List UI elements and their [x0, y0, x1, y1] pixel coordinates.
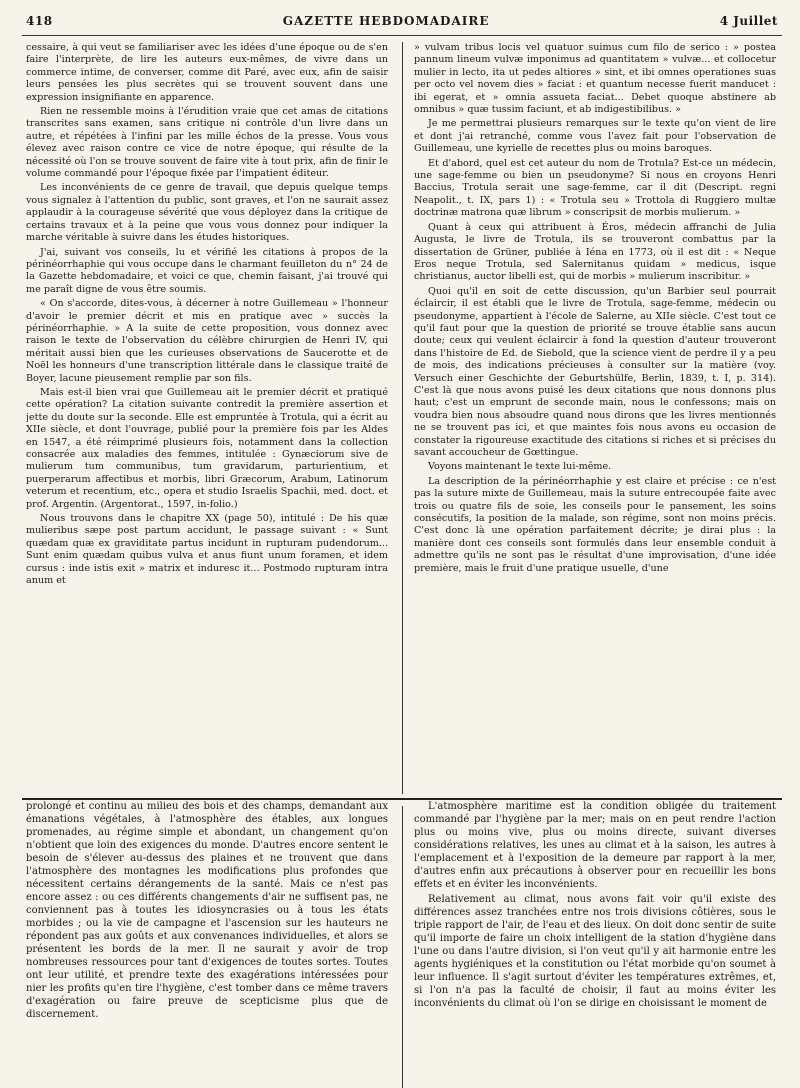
paragraph: Quant à ceux qui attribuent à Éros, médecin affranchi de Julia Augusta, le livre de Trotula, ils se trouveront combattus par la dissertation de Grüner, publiée à Iéna en 1773, où il est dit : « Neque Eros neque Trotula, sed Salernitanus quidam » medicus, isque christianus, auctor libelli est, qui de morbis » mulierum inscribitur. »	[414, 221, 776, 283]
top-left-column	[26, 42, 388, 794]
article-section-bottom	[22, 798, 782, 1088]
paragraph: Et d'abord, quel est cet auteur du nom de Trotula? Est-ce un médecin, une sage-femme ou bien un pseudonyme? Si nous en croyons Henri Baccius, Trotula serait une sage-femme, car il dit (Descript. regni Neapolit., t. IX, pars 1) : « Trotula seu » Trottola di Ruggiero multæ doctrinæ matrona quæ librum » conscripsit de morbis mulierum. »	[414, 157, 776, 219]
paragraph: » vulvam tribus locis vel quatuor suimus cum filo de serico : » postea pannum lineum vulvæ imponimus ad quantitatem » vulvæ... et collocetur mulier in lecto, ita ut pedes altiores » sint, et ibi omnes operationes suas per octo vel novem dies » faciat : et quantum necesse fuerit manducet : ibi egerat, et » omnia assueta faciat... Debet quoque abstinere ab omnibus » quæ tussim faciunt, et ab indigestibilibus. »	[414, 42, 776, 116]
article-section-top	[22, 42, 782, 794]
column-divider	[402, 806, 403, 1088]
paragraph: Rien ne ressemble moins à l'érudition vraie que cet amas de citations transcrites sans examen, sans critique ni contrôle d'un livre dans un autre, et répétées à l'infini par les mille échos de la presse. Vous vous élevez avec raison contre ce vice de notre époque, qui résulte de la nécessité où l'on se trouve souvent de faire vite à tout prix, afin de finir le volume commandé pour l'époque fixée par l'impatient éditeur.	[26, 106, 388, 180]
top-right-column	[414, 42, 776, 794]
bottom-left-column	[26, 800, 388, 1076]
paragraph: Quoi qu'il en soit de cette discussion, qu'un Barbier seul pourrait éclaircir, il est établi que le livre de Trotula, sage-femme, médecin ou pseudonyme, appartient à l'école de Salerne, au XIIe siècle. C'est tout ce qu'il faut pour que la question de priorité se trouve établie sans aucun doute; ceux qui veulent éclaircir à fond la question d'auteur trouveront dans l'histoire de Ed. de Siebold, que la science vient de perdre il y a peu de mois, des indications précieuses à consulter sur la matière (voy. Versuch einer Geschichte der Geburtshülfe, Berlin, 1839, t. I, p. 314). C'est là que nous avons puisé les deux citations que nous donnons plus haut; c'est un emprunt de seconde main, nous le confessons; mais on voudra bien nous absoudre quand nous dirons que les livres mentionnés ne se trouvent pas ici, et que maintes fois nous avons eu occasion de constater la rigoureuse exactitude des citations si riches et si précises du savant accoucheur de Gœttingue.	[414, 285, 776, 458]
column-divider	[402, 42, 403, 794]
paragraph: L'atmosphère maritime est la condition obligée du traitement commandé par l'hygiène par la mer; mais on en peut rendre l'action plus ou moins vive, plus ou moins directe, suivant diverses considérations relatives, les unes au climat et à la saison, les autres à l'emplacement et à l'exposition de la demeure par rapport à la mer, d'autres enfin aux précautions à observer pour en recueillir les bons effets et en éviter les inconvénients.	[414, 801, 776, 890]
newspaper-page	[22, 14, 782, 1074]
paragraph: prolongé et continu au milieu des bois et des champs, demandant aux émanations végétales, à l'atmosphère des étables, aux longues promenades, au régime simple et abondant, un changement qu'on n'obtient que loin des exigences du monde. D'autres encore sentent le besoin de s'élever au-dessus des plaines et ne trouvent que dans l'atmosphère des montagnes les modifications plus profondes que nécessitent certains dérangements de la santé. Mais ce n'est pas encore assez : ou ces différents changements d'air ne suffisent pas, ne conviennent pas à toutes les idiosyncrasies ou à tous les états morbides ; ou la vie de campagne et l'ascension sur les hauteurs ne répondent pas aux goûts et aux convenances individuelles, et alors se présentent les bords de la mer. Il ne saurait y avoir de trop nombreuses ressources pour tant d'exigences de toutes sortes. Toutes ont leur utilité, et prendre texte des exagérations intéressées pour nier les profits qu'en tire l'hygiène, c'est tomber dans ce même travers d'exagération ou faire preuve de scepticisme plus que de discernement.	[26, 801, 388, 1020]
issue-date: 4 Juillet	[719, 14, 778, 28]
bottom-right-column	[414, 800, 776, 1076]
paragraph: « On s'accorde, dites-vous, à décerner à notre Guillemeau » l'honneur d'avoir le premier décrit et mis en pratique avec » succès la périnéorrhaphie. » A la suite de cette proposition, vous donnez avec raison le texte de l'observation du célèbre chirurgien de Henri IV, qui méritait aussi bien que les curieuses observations de Saucerotte et de Noël les honneurs d'une transcription littérale dans le classique traité de Boyer, lacune pieusement remplie par son fils.	[26, 298, 388, 384]
paragraph: J'ai, suivant vos conseils, lu et vérifié les citations à propos de la périnéorrhaphie qui vous occupe dans le charmant feuilleton du n° 24 de la Gazette hebdomadaire, et voici ce que, chemin faisant, j'ai trouvé qui me paraît digne de vous être soumis.	[26, 246, 388, 295]
paragraph: Mais est-il bien vrai que Guillemeau ait le premier décrit et pratiqué cette opération? La citation suivante contredit la première assertion et jette du doute sur la seconde. Elle est empruntée à Trotula, qui a écrit au XIIe siècle, et dont l'ouvrage, publié pour la première fois par les Aldes en 1547, a été réimprimé plusieurs fois, notamment dans la collection consacrée aux maladies des femmes, intitulée : Gynæciorum sive de mulierum tum communibus, tum gravidarum, parturientium, et puerperarum affectibus et morbis, libri Græcorum, Arabum, Latinorum veterum et recentium, etc., opera et studio Israelis Spachii, med. doct. et prof. Argentin. (Argentorat., 1597, in-folio.)	[26, 386, 388, 510]
page-number: 418	[26, 14, 53, 28]
paragraph: Je me permettrai plusieurs remarques sur le texte qu'on vient de lire et dont j'ai retranché, comme vous l'avez fait pour l'observation de Guillemeau, une kyrielle de recettes plus ou moins baroques.	[414, 118, 776, 155]
paragraph: Voyons maintenant le texte lui-même.	[428, 461, 612, 473]
paragraph: cessaire, à qui veut se familiariser avec les idées d'une époque ou de s'en faire l'interprète, de lire les auteurs eux-mêmes, de vivre dans un commerce intime, de converser, comme dit Paré, avec eux, afin de saisir leurs pensées les plus secrètes qui se trouvent souvent dans une expression insignifiante en apparence.	[26, 42, 388, 103]
paragraph: Nous trouvons dans le chapitre XX (page 50), intitulé : De his quæ mulieribus sæpe post partum accidunt, le passage suivant : « Sunt quædam quæ ex graviditate partus incidunt in rupturam pudendorum... Sunt enim quædam quibus vulva et anus fiunt unum foramen, et idem cursus : inde istis exit » matrix et induresc it... Postmodo rupturam intra anum et	[26, 513, 388, 587]
publication-title: GAZETTE HEBDOMADAIRE	[282, 14, 490, 28]
paragraph: La description de la périnéorrhaphie y est claire et précise : ce n'est pas la suture mixte de Guillemeau, mais la suture entrecoupée faite avec trois ou quatre fils de soie, les conseils pour le pansement, les soins consécutifs, la position de la malade, son régime, sont non moins précis. C'est donc là une opération parfaitement décrite; je dirai plus : la manière dont ces conseils sont formulés dans leur ensemble conduit à admettre qu'ils ne sont pas le résultat d'une improvisation, d'une idée première, mais le fruit d'une pratique usuelle, d'une	[414, 475, 776, 574]
paragraph: Relativement au climat, nous avons fait voir qu'il existe des différences assez tranchées entre nos trois divisions côtières, sous le triple rapport de l'air, de l'eau et des lieux. On doit donc sentir de suite qu'il importe de faire un choix intelligent de la station d'hygiène dans l'une ou dans l'autre division, si l'on veut qu'il y ait harmonie entre les agents hygiéniques et la constitution ou l'état morbide qu'on soumet à leur influence. Il s'agit surtout d'éviter les températures extrêmes, et, si l'on n'a pas la faculté de choisir, il faut au moins éviter les inconvénients du climat où l'on se dirige en choisissant le moment de	[414, 894, 776, 1009]
paragraph: Les inconvénients de ce genre de travail, que depuis quelque temps vous signalez à l'attention du public, sont graves, et l'on ne saurait assez applaudir à la courageuse sévérité que vous déployez dans la critique de certains travaux et à la peine que vous vous donnez pour indiquer la marche véritable à suivre dans les études historiques.	[26, 182, 388, 244]
page-header	[22, 14, 782, 36]
